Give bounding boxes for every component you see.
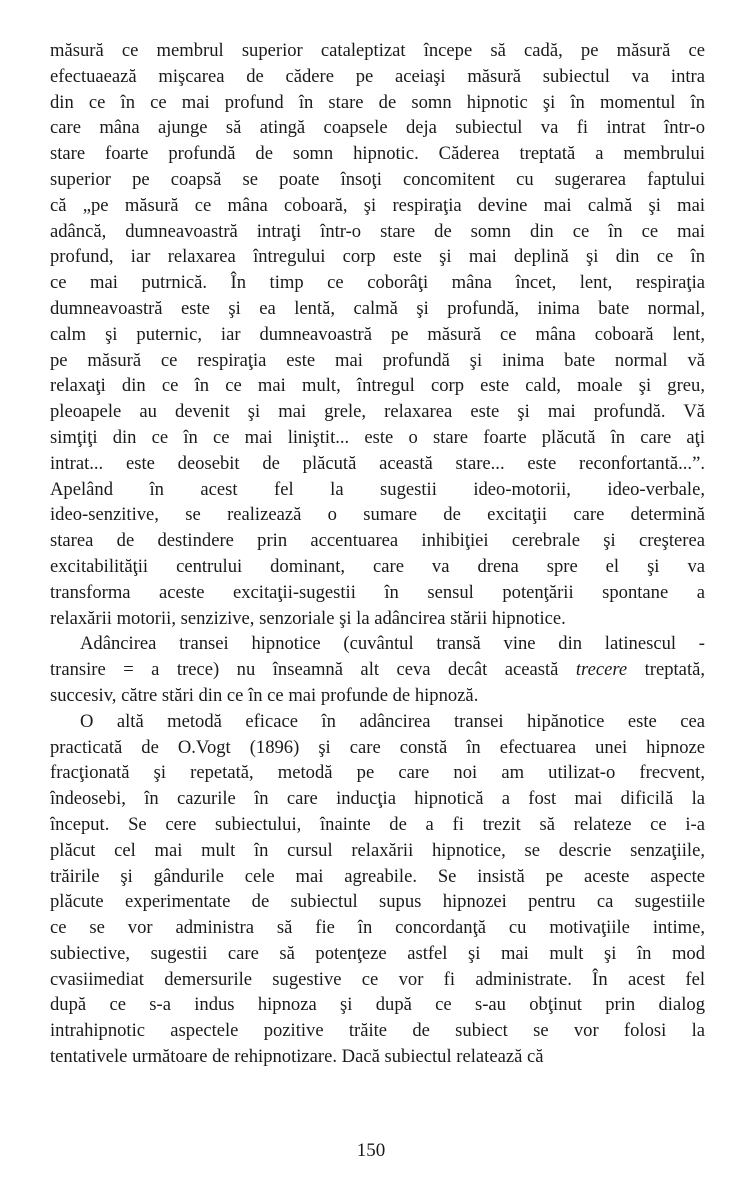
text-line: pe măsură ce respiraţia este mai profundă şi inima bate normal vă <box>50 349 705 371</box>
text-line: succesiv, către stări din ce în ce mai profunde de hipnoză. <box>50 684 479 706</box>
text-line: tentativele următoare de rehipnotizare. Dacă subiectul relatează că <box>50 1046 544 1068</box>
text-line: măsură ce membrul superior cataleptizat începe să cadă, pe măsură ce <box>50 40 705 61</box>
text-line: pleoapele au devenit şi mai grele, relaxarea este şi mai profundă. Vă <box>50 401 705 423</box>
text-line: care mâna ajunge să atingă coapsele deja subiectul va fi intrat într-o <box>50 117 705 139</box>
text-line: Adâncirea transei hipnotice (cuvântul transă vine din latinescul - <box>80 633 705 655</box>
page-number: 150 <box>356 1140 386 1161</box>
text-line: dumneavoastră este şi ea lentă, calmă şi profundă, inima bate normal, <box>50 297 705 319</box>
text-line: stare foarte profundă de somn hipnotic. Căderea treptată a membrului <box>50 143 705 165</box>
text-line: adâncă, dumneavoastră intraţi într-o stare de somn din ce în ce mai <box>50 220 705 242</box>
text-line: trăirile şi gândurile cele mai agreabile. Se insistă pe aceste aspecte <box>50 865 705 887</box>
text-line: început. Se cere subiectului, înainte de a fi trezit să relateze ce i-a <box>50 813 705 835</box>
text-line: simţiţi din ce în ce mai liniştit... este o stare foarte plăcută în care aţi <box>50 426 705 448</box>
text-line: cvasiimediat demersurile sugestive ce vor fi administrate. În acest fel <box>50 968 705 990</box>
text-line: subiective, sugestii care să potenţeze astfel şi mai mult şi în mod <box>50 942 705 964</box>
text-line: calm şi puternic, iar dumneavoastră pe măsură ce mâna coboară lent, <box>50 323 705 345</box>
text-line: excitabilităţii centrului dominant, care va drena spre el şi va <box>50 555 705 577</box>
text-line: superior pe coapsă se poate însoţi concomitent cu sugerarea faptului <box>50 168 705 190</box>
text-line: din ce în ce mai profund în stare de somn hipnotic şi în momentul în <box>50 91 705 113</box>
text-line: plăcut cel mai mult în cursul relaxării hipnotice, se descrie senzaţiile, <box>50 839 705 861</box>
text-line: că „pe măsură ce mâna coboară, şi respiraţia devine mai calmă şi mai <box>50 194 705 216</box>
text-line: transire = a trece) nu înseamnă alt ceva decât această trecere treptată, <box>50 659 705 681</box>
paragraph <box>50 631 705 708</box>
text-line: intrahipnotic aspectele pozitive trăite de subiect se vor folosi la <box>50 1020 705 1042</box>
text-line: starea de destindere prin accentuarea inhibiţiei cerebrale şi creşterea <box>50 530 705 552</box>
text-line: după ce s-a indus hipnoza şi după ce s-au obţinut prin dialog <box>50 994 705 1016</box>
text-line: relaxării motorii, senzizive, senzoriale şi la adâncirea stării hipnotice. <box>50 607 566 629</box>
text-line: relaxaţi din ce în ce mai mult, întregul corp este cald, moale şi greu, <box>50 375 705 397</box>
text-line: Apelând în acest fel la sugestii ideo-motorii, ideo-verbale, <box>50 478 705 500</box>
text-line: O altă metodă eficace în adâncirea transei hipănotice este cea <box>80 710 705 732</box>
text-line: ce se vor administra să fie în concordanţă cu motivaţiile intime, <box>50 917 705 939</box>
text-line: plăcute experimentate de subiectul supus hipnozei pentru ca sugestiile <box>50 891 705 913</box>
text-line: transforma aceste excitaţii-sugestii în sensul potenţării spontane a <box>50 581 705 603</box>
text-line: practicată de O.Vogt (1896) şi care constă în efectuarea unei hipnoze <box>50 736 705 758</box>
paragraph <box>50 709 705 1070</box>
text-line: intrat... este deosebit de plăcută această stare... este reconfortantă...”. <box>50 452 705 474</box>
text-line: îndeosebi, în cazurile în care inducţia hipnotică a fost mai dificilă la <box>50 788 705 810</box>
body-text <box>50 38 705 1070</box>
paragraph <box>50 38 705 631</box>
text-line: profund, iar relaxarea întregului corp este şi mai deplină şi din ce în <box>50 246 705 268</box>
text-line: fracţionată şi repetată, metodă pe care noi am utilizat-o frecvent, <box>50 762 705 784</box>
text-line: efectuaează mişcarea de cădere pe aceiaşi măsură subiectul va intra <box>50 65 705 87</box>
text-line: ideo-senzitive, se realizează o sumare de excitaţii care determină <box>50 504 705 526</box>
text-line: ce mai putrnică. În timp ce coborâţi mâna încet, lent, respiraţia <box>50 272 705 294</box>
